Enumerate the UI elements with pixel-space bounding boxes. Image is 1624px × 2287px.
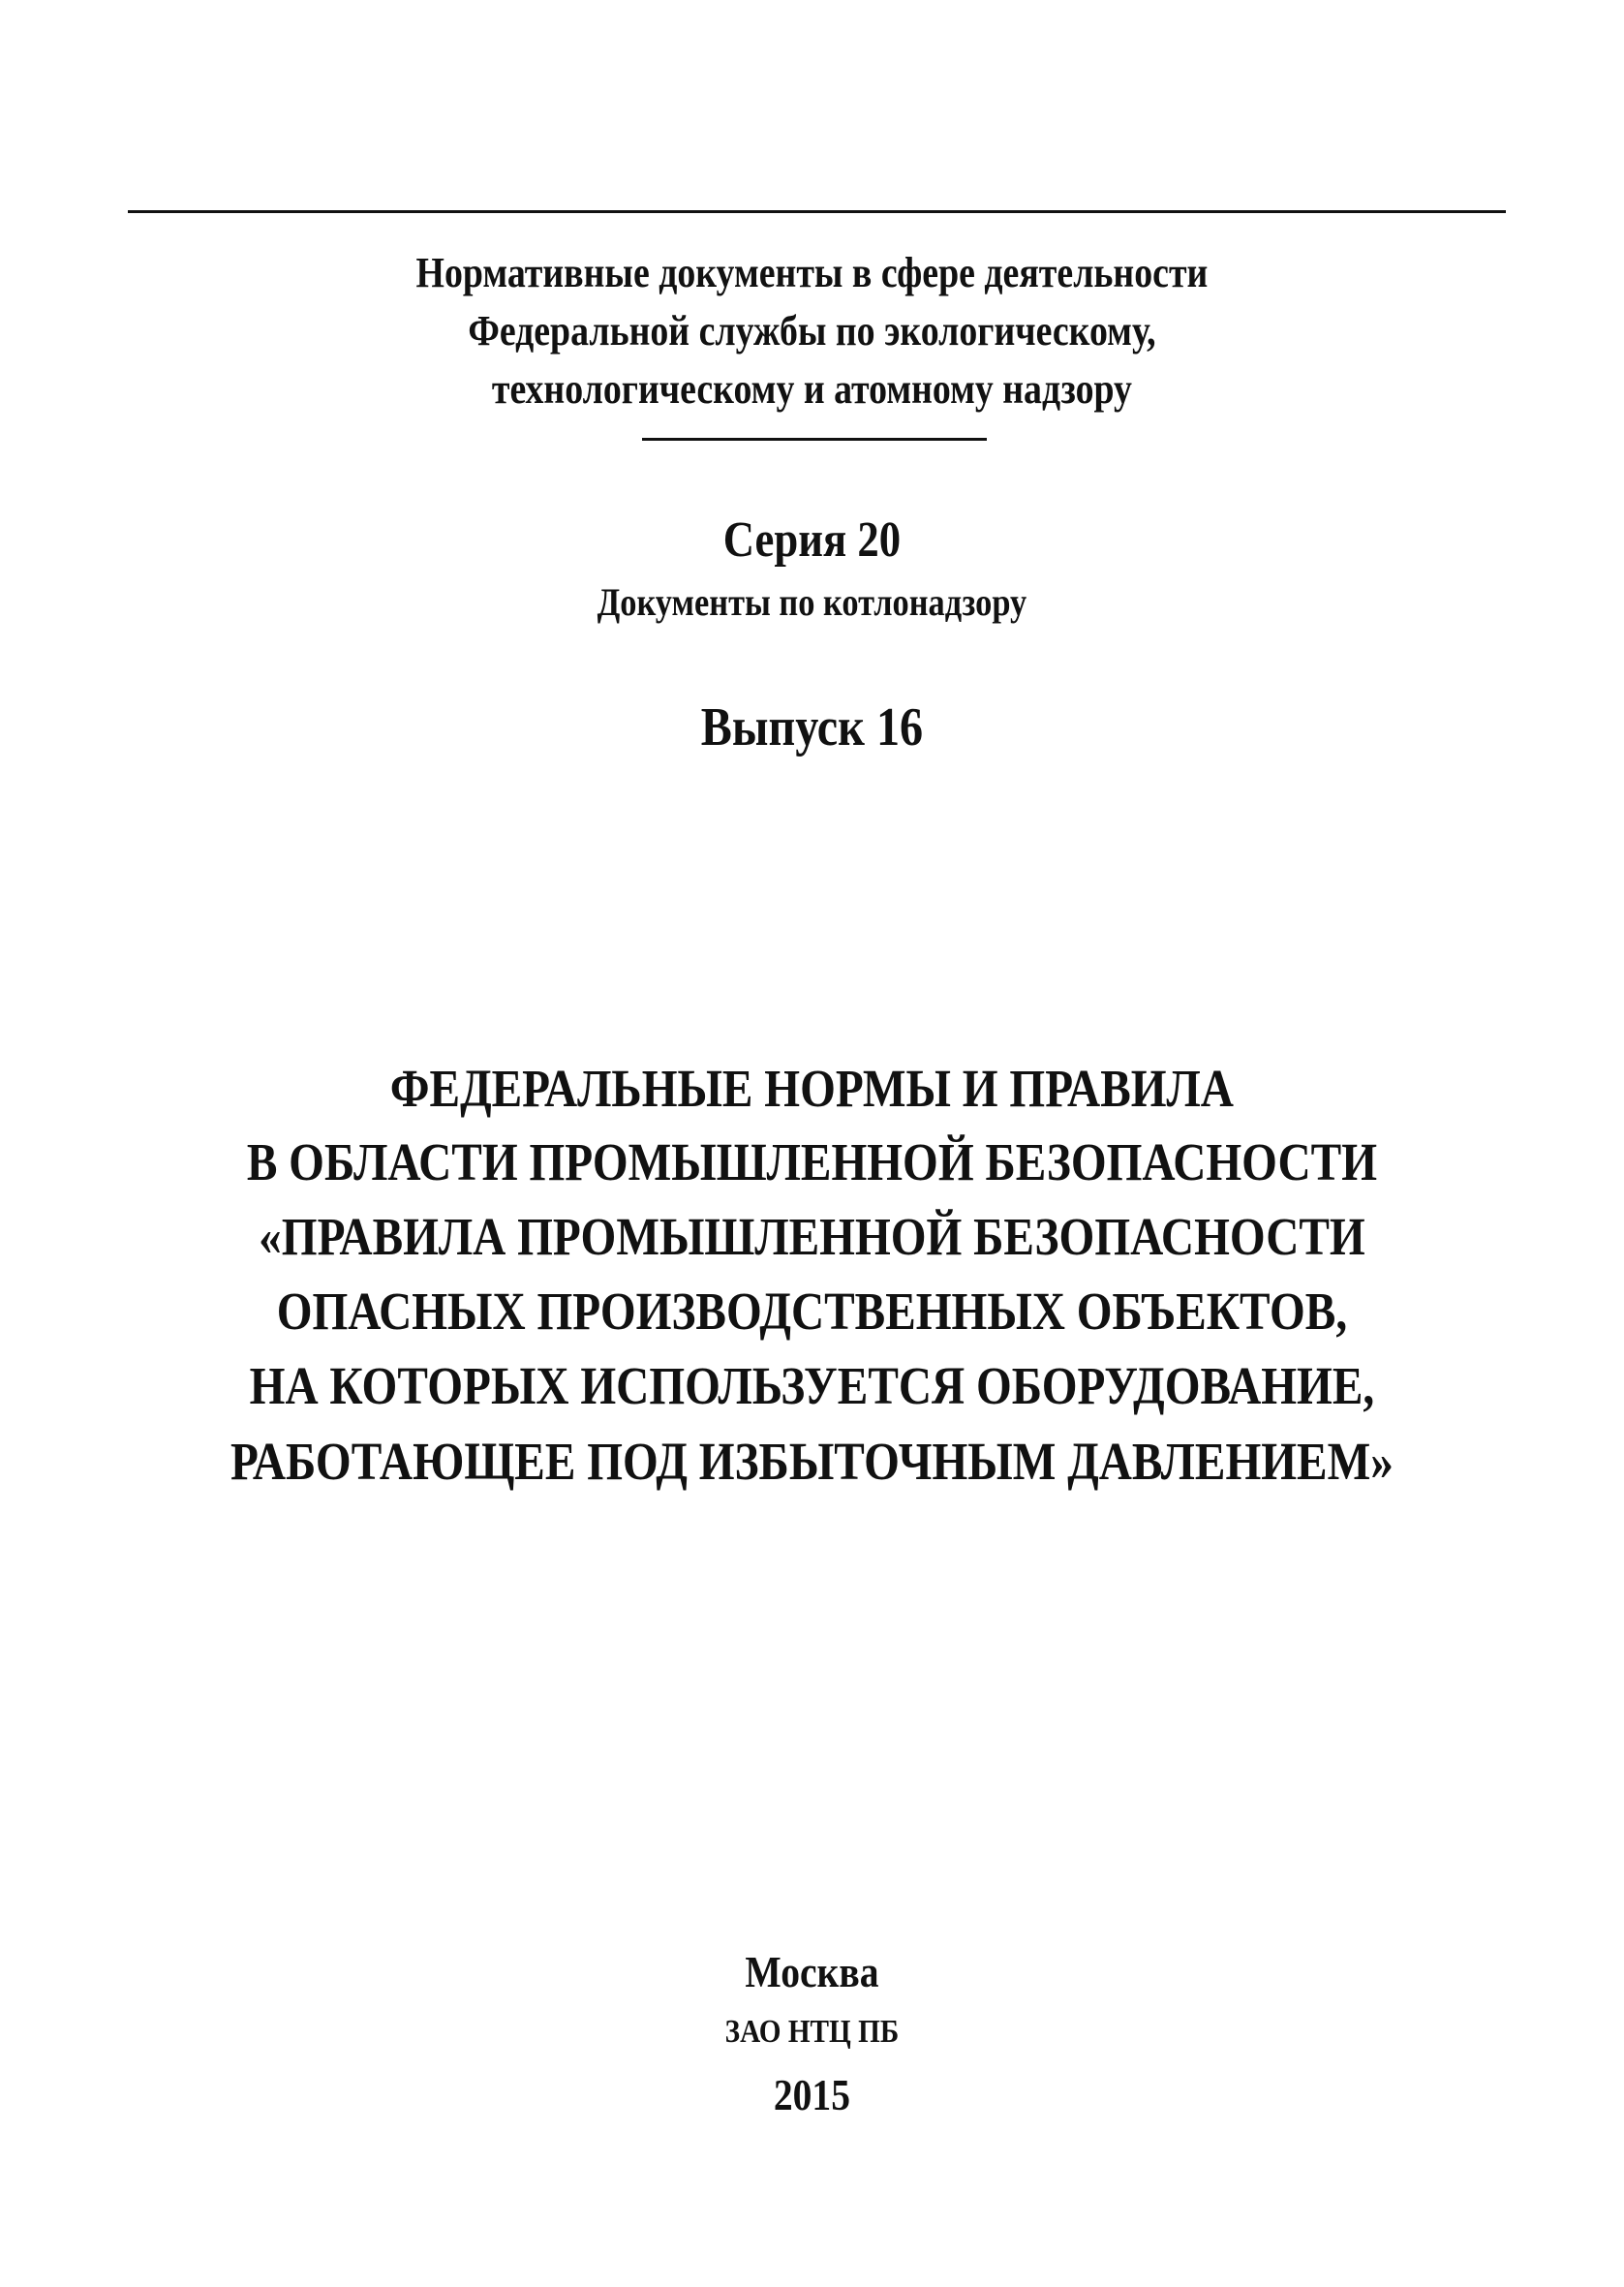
imprint-year: 2015 bbox=[773, 2070, 850, 2119]
issue-number: Выпуск 16 bbox=[700, 697, 924, 757]
header-line-1: Нормативные документы в сфере деятельности bbox=[415, 249, 1209, 296]
top-divider bbox=[128, 210, 1506, 213]
header-line-3: технологическому и атомному надзору bbox=[491, 365, 1132, 413]
title-line-4: ОПАСНЫХ ПРОИЗВОДСТВЕННЫХ ОБЪЕКТОВ, bbox=[276, 1282, 1348, 1341]
title-line-2: В ОБЛАСТИ ПРОМЫШЛЕННОЙ БЕЗОПАСНОСТИ bbox=[246, 1132, 1378, 1191]
title-line-5: НА КОТОРЫХ ИСПОЛЬЗУЕТСЯ ОБОРУДОВАНИЕ, bbox=[249, 1356, 1375, 1415]
imprint-city: Москва bbox=[745, 1947, 879, 1996]
series-title: Серия 20 bbox=[722, 512, 902, 568]
header-divider bbox=[642, 438, 987, 441]
title-line-1: ФЕДЕРАЛЬНЫЕ НОРМЫ И ПРАВИЛА bbox=[389, 1059, 1234, 1118]
title-line-6: РАБОТАЮЩЕЕ ПОД ИЗБЫТОЧНЫМ ДАВЛЕНИЕМ» bbox=[230, 1432, 1394, 1491]
title-line-3: «ПРАВИЛА ПРОМЫШЛЕННОЙ БЕЗОПАСНОСТИ bbox=[259, 1207, 1365, 1266]
header-line-2: Федеральной службы по экологическому, bbox=[468, 307, 1156, 355]
imprint-publisher: ЗАО НТЦ ПБ bbox=[724, 2014, 900, 2050]
series-subtitle: Документы по котлонадзору bbox=[597, 580, 1027, 624]
